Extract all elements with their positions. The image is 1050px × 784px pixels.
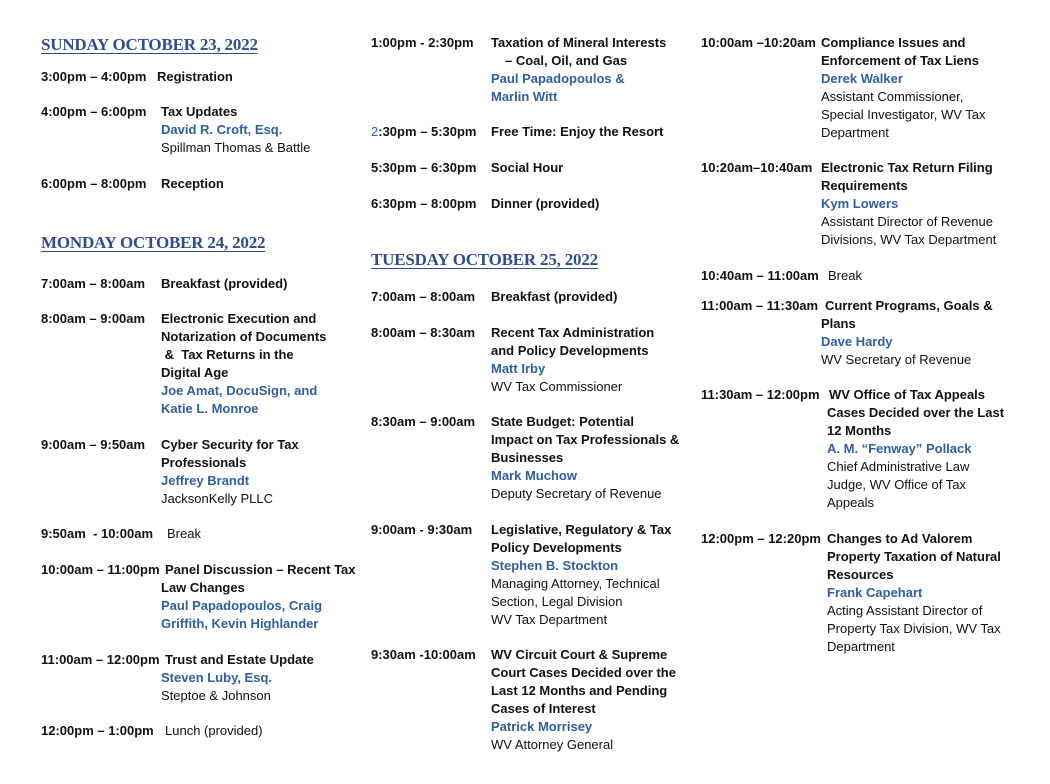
item-title-line: Enforcement of Tax Liens <box>821 53 979 68</box>
item-speaker: Dave Hardy <box>821 334 893 349</box>
item-time: 9:30am -10:00am <box>371 647 476 662</box>
item-title-line: Legislative, Regulatory & Tax <box>491 522 672 537</box>
item-time: 1:00pm - 2:30pm <box>371 35 474 50</box>
item-title-line: Law Changes <box>161 580 245 595</box>
monday-heading: MONDAY OCTOBER 24, 2022 <box>41 233 266 252</box>
item-title-line: Cases of Interest <box>491 701 596 716</box>
item-time: 10:20am–10:40am <box>701 160 813 175</box>
item-affiliation: Steptoe & Johnson <box>161 688 271 703</box>
item-title-line: Requirements <box>821 178 908 193</box>
item-title-line: Resources <box>827 567 894 582</box>
item-time: 5:30pm – 6:30pm <box>371 160 477 175</box>
item-title: Lunch (provided) <box>165 723 263 738</box>
item-title-line: Policy Developments <box>491 540 622 555</box>
item-title-line: Cyber Security for Tax <box>161 437 299 452</box>
item-affiliation-line: Judge, WV Office of Tax <box>827 477 966 492</box>
item-time: 9:00am - 9:30am <box>371 522 473 537</box>
item-affiliation-line: WV Tax Department <box>491 612 608 627</box>
item-time: 7:00am – 8:00am <box>41 276 146 291</box>
item-title-line: Court Cases Decided over the <box>491 665 676 680</box>
item-time: 9:00am – 9:50am <box>41 437 146 452</box>
item-title-line: & Tax Returns in the <box>161 347 294 362</box>
item-affiliation-line: Appeals <box>827 495 874 510</box>
item-speaker-line: Paul Papadopoulos & <box>491 71 625 86</box>
item-affiliation-line: Assistant Commissioner, <box>821 89 964 104</box>
item-affiliation-line: Assistant Director of Revenue <box>821 214 993 229</box>
item-affiliation: WV Tax Commissioner <box>491 379 623 394</box>
item-affiliation: WV Secretary of Revenue <box>821 352 972 367</box>
tuesday-heading: TUESDAY OCTOBER 25, 2022 <box>371 250 598 269</box>
item-title: Breakfast (provided) <box>491 289 618 304</box>
item-time: 10:00am –10:20am <box>701 35 816 50</box>
item-title-line: WV Circuit Court & Supreme <box>491 647 668 662</box>
item-time: 10:00am – 11:00pm <box>41 562 160 577</box>
item-title-line: Cases Decided over the Last <box>827 405 1005 420</box>
item-affiliation-line: Divisions, WV Tax Department <box>821 232 997 247</box>
item-time: 12:00pm – 1:00pm <box>41 723 154 738</box>
item-speaker: Patrick Morrisey <box>491 719 593 734</box>
item-time: 2:30pm – 5:30pm <box>371 124 477 139</box>
item-time: 10:40am – 11:00am <box>701 268 819 283</box>
item-title-line: Compliance Issues and <box>821 35 966 50</box>
item-speaker-line: Marlin Witt <box>491 89 558 104</box>
item-title-line: – Coal, Oil, and Gas <box>505 53 628 68</box>
item-speaker-line: Griffith, Kevin Highlander <box>161 616 319 631</box>
item-speaker: Jeffrey Brandt <box>161 473 250 488</box>
item-time: 11:30am – 12:00pm <box>701 387 820 402</box>
item-affiliation: JacksonKelly PLLC <box>161 491 273 506</box>
item-time: 12:00pm – 12:20pm <box>701 531 821 546</box>
item-affiliation-line: Managing Attorney, Technical <box>491 576 660 591</box>
item-affiliation: WV Attorney General <box>491 737 614 752</box>
item-title-line: and Policy Developments <box>491 343 649 358</box>
item-speaker: Mark Muchow <box>491 468 577 483</box>
item-affiliation-line: Special Investigator, WV Tax <box>821 107 986 122</box>
item-title: Breakfast (provided) <box>161 276 288 291</box>
item-title-line: Impact on Tax Professionals & <box>491 432 680 447</box>
item-time: 8:00am – 8:30am <box>371 325 476 340</box>
item-speaker: A. M. “Fenway” Pollack <box>827 441 972 456</box>
item-title-line: Businesses <box>491 450 564 465</box>
item-time: 8:30am – 9:00am <box>371 414 476 429</box>
item-title-line: State Budget: Potential <box>491 414 635 429</box>
item-title-line: Professionals <box>161 455 247 470</box>
item-title-line: Notarization of Documents <box>161 329 327 344</box>
item-time: 6:30pm – 8:00pm <box>371 196 477 211</box>
item-title-line: Panel Discussion – Recent Tax <box>165 562 356 577</box>
item-title: Tax Updates <box>161 104 238 119</box>
item-title: Break <box>167 526 201 541</box>
item-title-line: Digital Age <box>161 365 229 380</box>
item-speaker-line: Joe Amat, DocuSign, and <box>161 383 318 398</box>
item-affiliation-line: Section, Legal Division <box>491 594 623 609</box>
item-time: 6:00pm – 8:00pm <box>41 176 147 191</box>
item-time: 11:00am – 11:30am <box>701 298 819 313</box>
item-affiliation: Deputy Secretary of Revenue <box>491 486 662 501</box>
item-time: 9:50am - 10:00am <box>41 526 154 541</box>
item-affiliation-line: Department <box>827 639 895 654</box>
sunday-heading: SUNDAY OCTOBER 23, 2022 <box>41 35 258 54</box>
item-affiliation-line: Department <box>821 125 889 140</box>
item-title: Dinner (provided) <box>491 196 600 211</box>
item-speaker: Derek Walker <box>821 71 903 86</box>
item-title: Registration <box>157 69 233 84</box>
item-affiliation: Spillman Thomas & Battle <box>161 140 311 155</box>
item-title: Social Hour <box>491 160 564 175</box>
item-speaker: David R. Croft, Esq. <box>161 122 283 137</box>
item-title-line: Recent Tax Administration <box>491 325 655 340</box>
item-title-line: Last 12 Months and Pending <box>491 683 668 698</box>
item-time: 3:00pm – 4:00pm <box>41 69 147 84</box>
item-time: 8:00am – 9:00am <box>41 311 146 326</box>
item-title-line: Plans <box>821 316 856 331</box>
item-speaker: Frank Capehart <box>827 585 923 600</box>
item-title: Trust and Estate Update <box>165 652 314 667</box>
item-speaker: Matt Irby <box>491 361 546 376</box>
item-title-line: Changes to Ad Valorem <box>827 531 973 546</box>
item-title: Free Time: Enjoy the Resort <box>491 124 664 139</box>
item-title-line: Current Programs, Goals & <box>825 298 993 313</box>
item-affiliation-line: Chief Administrative Law <box>827 459 970 474</box>
item-title: Reception <box>161 176 224 191</box>
item-time: 4:00pm – 6:00pm <box>41 104 147 119</box>
item-affiliation-line: Acting Assistant Director of <box>827 603 983 618</box>
item-title-line: Property Taxation of Natural <box>827 549 1001 564</box>
item-title-line: Electronic Execution and <box>161 311 317 326</box>
item-speaker: Stephen B. Stockton <box>491 558 619 573</box>
item-affiliation-line: Property Tax Division, WV Tax <box>827 621 1001 636</box>
item-title-line: Electronic Tax Return Filing <box>821 160 993 175</box>
item-speaker: Steven Luby, Esq. <box>161 670 273 685</box>
item-time: 7:00am – 8:00am <box>371 289 476 304</box>
item-title-line: Taxation of Mineral Interests <box>491 35 667 50</box>
item-title: Break <box>828 268 862 283</box>
item-speaker-line: Paul Papadopoulos, Craig <box>161 598 323 613</box>
item-time: 11:00am – 12:00pm <box>41 652 160 667</box>
item-title-line: 12 Months <box>827 423 892 438</box>
item-speaker-line: Katie L. Monroe <box>161 401 259 416</box>
item-speaker: Kym Lowers <box>821 196 899 211</box>
item-title-line: WV Office of Tax Appeals <box>829 387 986 402</box>
